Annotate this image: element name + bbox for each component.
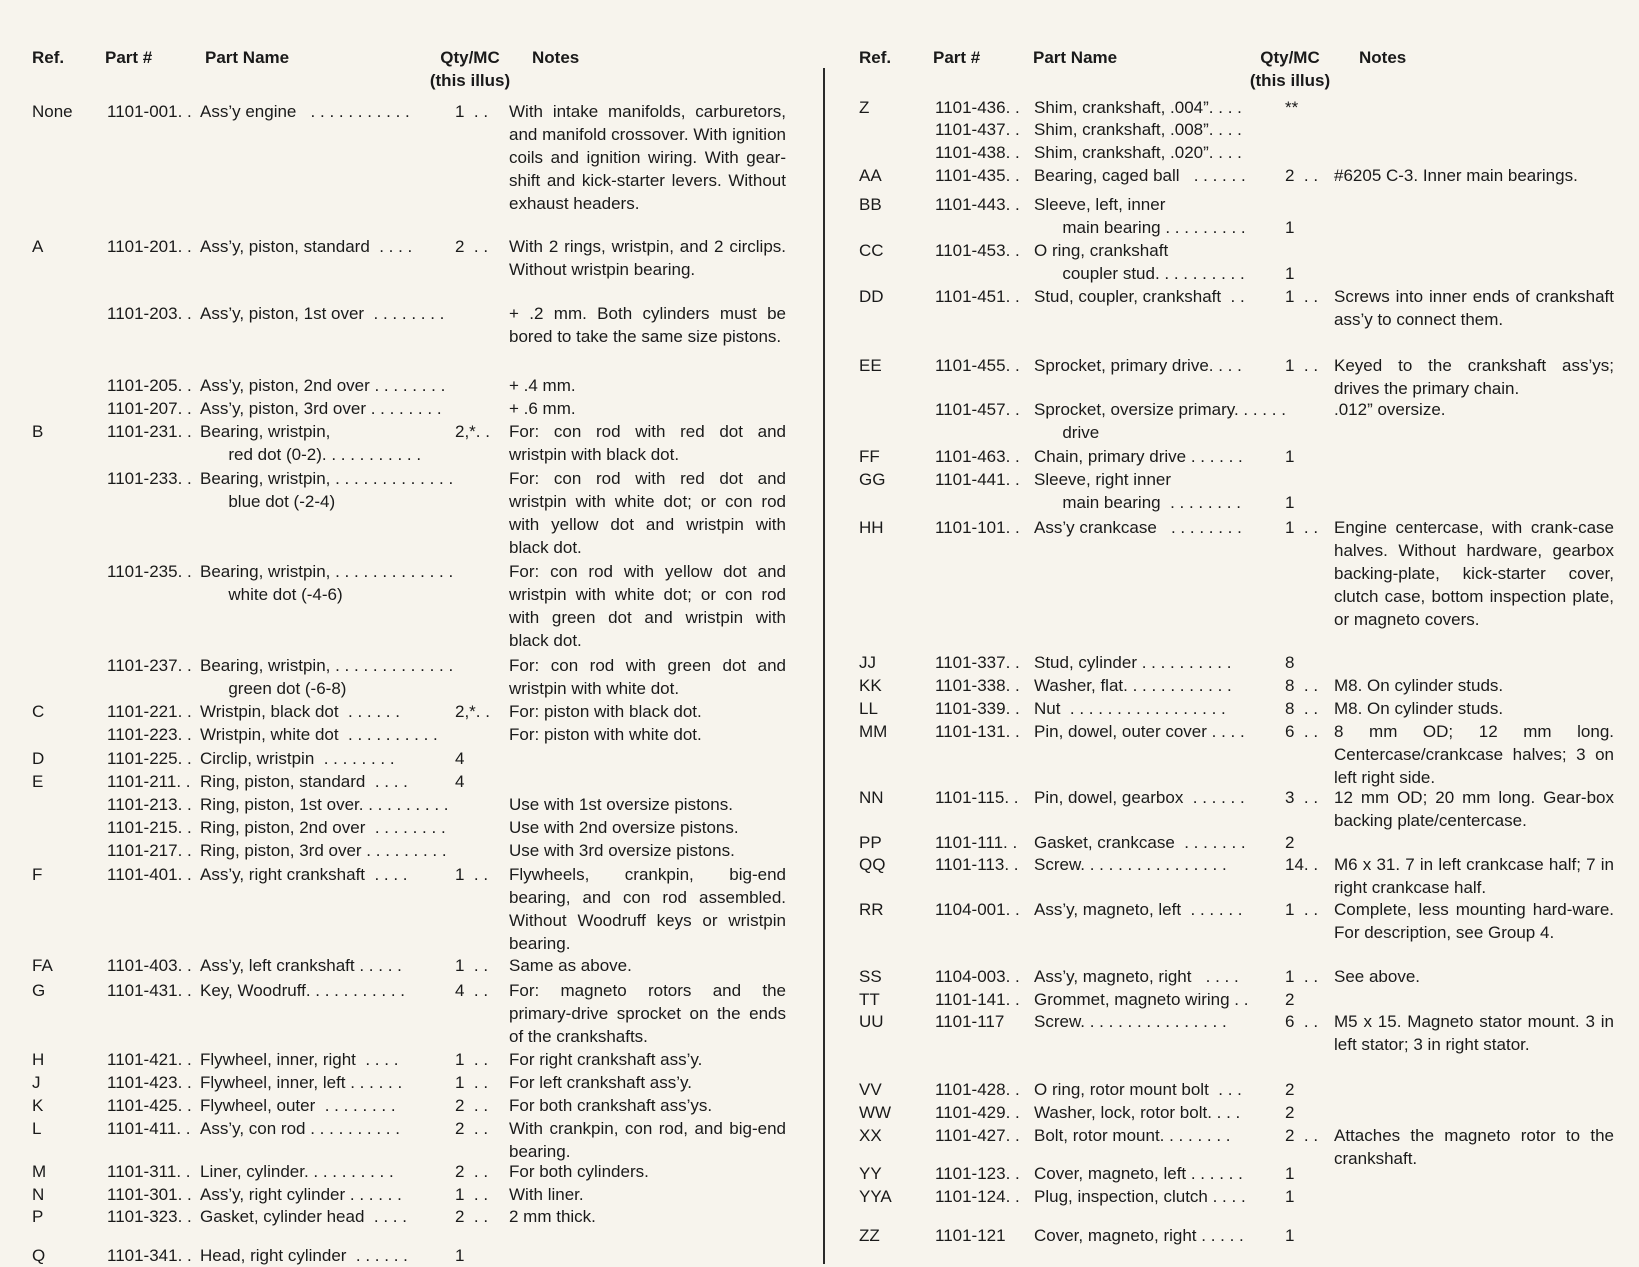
ref-cell: WW: [859, 1103, 892, 1122]
part-number-cell: 1101-211. .: [107, 772, 191, 791]
part-number-cell: 1101-438. .: [935, 143, 1020, 162]
part-number-cell: 1101-115. .: [935, 788, 1019, 807]
part-number-cell: 1101-435. .: [935, 166, 1020, 185]
part-number-cell: 1101-425. .: [107, 1096, 192, 1115]
ref-header: Ref.: [859, 48, 892, 67]
ref-cell: H: [32, 1050, 45, 1069]
part-name-cell: O ring, rotor mount bolt . . .: [1034, 1080, 1242, 1099]
part-number-cell: 1101-427. .: [935, 1126, 1020, 1145]
part-name-cell: Stud, cylinder . . . . . . . . . .: [1034, 653, 1232, 672]
part-name-cell: Bolt, rotor mount. . . . . . . .: [1034, 1126, 1231, 1145]
part-name-cell: Liner, cylinder. . . . . . . . . .: [200, 1162, 394, 1181]
part-name-cell: Gasket, crankcase . . . . . . .: [1034, 833, 1246, 852]
part-number-cell: 1101-311. .: [107, 1162, 191, 1181]
notes-cell: Use with 3rd oversize pistons.: [509, 841, 735, 860]
part-number-cell: 1101-207. .: [107, 399, 192, 418]
notes-cell: With liner.: [509, 1185, 584, 1204]
part-number-cell: 1101-205. .: [107, 376, 192, 395]
ref-cell: K: [32, 1096, 44, 1115]
ref-cell: B: [32, 422, 44, 441]
notes-cell: Use with 2nd oversize pistons.: [509, 818, 739, 837]
right-parts-column: [840, 0, 1639, 1264]
notes-cell: For: magneto rotors and the primary-drive sprocket on the ends of the crankshafts.: [509, 981, 786, 1046]
qty-cell: 1 . .: [455, 1073, 489, 1092]
part-number-cell: 1101-341. .: [107, 1246, 192, 1265]
part-name-cell: Cover, magneto, left . . . . . .: [1034, 1164, 1243, 1183]
qty-cell: 1 . .: [455, 865, 489, 884]
qty-cell: 2 . .: [455, 237, 489, 256]
part-number-cell: 1101-101. .: [935, 518, 1020, 537]
notes-cell: For: piston with black dot.: [509, 702, 702, 721]
qty-cell: 2,*. .: [455, 702, 490, 721]
notes-cell: For both crankshaft ass’ys.: [509, 1096, 713, 1115]
part-number-cell: 1101-431. .: [107, 981, 192, 1000]
qty-cell: 1: [1285, 1187, 1295, 1206]
part-name-cell: Ass’y, magneto, left . . . . . .: [1034, 900, 1243, 919]
part-number-cell: 1101-423. .: [107, 1073, 192, 1092]
qty-cell: **: [1285, 98, 1299, 117]
qty-cell: 1: [455, 1246, 465, 1265]
ref-cell: JJ: [859, 653, 876, 672]
part-number-cell: 1101-237. .: [107, 656, 192, 675]
ref-cell: FF: [859, 447, 880, 466]
qty-cell: 1 . .: [1285, 967, 1319, 986]
notes-cell: For: piston with white dot.: [509, 725, 702, 744]
part-number-cell: 1101-421. .: [107, 1050, 192, 1069]
part-name-cell: Flywheel, inner, right . . . .: [200, 1050, 399, 1069]
qty-cell: 4: [455, 749, 465, 768]
part-name-cell: Grommet, magneto wiring . .: [1034, 990, 1249, 1009]
notes-cell: #6205 C-3. Inner main bearings.: [1334, 166, 1578, 185]
part-name-cell: Sleeve, left, inner main bearing . . . . . . . . .: [1034, 195, 1246, 237]
qty-cell: 1: [1285, 493, 1295, 512]
qty-cell: 2: [1285, 990, 1295, 1009]
part-number-cell: 1101-401. .: [107, 865, 192, 884]
part-name-cell: Bearing, wristpin, . . . . . . . . . . . . . blue dot (-2-4): [200, 469, 454, 511]
ref-cell: NN: [859, 788, 884, 807]
part-name-cell: Ass’y, right crankshaft . . . .: [200, 865, 408, 884]
ref-cell: L: [32, 1119, 42, 1138]
qty-cell: 2: [1285, 1103, 1295, 1122]
ref-cell: FA: [32, 956, 53, 975]
ref-cell: G: [32, 981, 46, 1000]
ref-cell: GG: [859, 470, 886, 489]
qty-cell: 1 . .: [455, 1185, 489, 1204]
part-name-cell: Screw. . . . . . . . . . . . . . . .: [1034, 855, 1227, 874]
part-name-cell: Ring, piston, 1st over. . . . . . . . . .: [200, 795, 449, 814]
left-parts-column: [0, 0, 810, 1264]
ref-cell: DD: [859, 287, 884, 306]
part-name-cell: Sprocket, oversize primary. . . . . . drive: [1034, 400, 1286, 442]
part-number-cell: 1101-411. .: [107, 1119, 191, 1138]
part-name-cell: Ass’y crankcase . . . . . . . .: [1034, 518, 1242, 537]
notes-cell: Flywheels, crankpin, big-end bearing, and con rod assembled. Without Woodruff keys or wristpin bearing.: [509, 865, 786, 953]
notes-cell: For: con rod with yellow dot and wristpin with white dot; or con rod with green dot and wristpin with black dot.: [509, 562, 786, 650]
part-name-cell: Ass’y, piston, 3rd over . . . . . . . .: [200, 399, 442, 418]
ref-cell: Z: [859, 98, 870, 117]
part-number-cell: 1101-225. .: [107, 749, 192, 768]
part-number-header: Part #: [105, 48, 153, 67]
qty-cell: 1: [1285, 218, 1295, 237]
ref-cell: KK: [859, 676, 882, 695]
part-name-cell: Plug, inspection, clutch . . . .: [1034, 1187, 1246, 1206]
qty-cell: 2 . .: [455, 1119, 489, 1138]
part-number-cell: 1101-213. .: [107, 795, 192, 814]
part-number-cell: 1101-403. .: [107, 956, 192, 975]
part-number-cell: 1101-231. .: [107, 422, 192, 441]
notes-cell: Screws into inner ends of crankshaft ass’y to connect them.: [1334, 287, 1614, 329]
ref-cell: CC: [859, 241, 884, 260]
ref-cell: D: [32, 749, 45, 768]
part-name-header: Part Name: [1033, 48, 1118, 67]
part-number-cell: 1101-124. .: [935, 1187, 1020, 1206]
ref-cell: UU: [859, 1012, 884, 1031]
part-number-cell: 1101-429. .: [935, 1103, 1020, 1122]
ref-cell: E: [32, 772, 44, 791]
notes-cell: Attaches the magneto rotor to the crankshaft.: [1334, 1126, 1614, 1168]
ref-cell: XX: [859, 1126, 882, 1145]
qty-cell: 1: [1285, 1226, 1295, 1245]
part-number-cell: 1101-201. .: [107, 237, 192, 256]
qty-cell: 1: [1285, 264, 1295, 283]
part-name-cell: Ring, piston, 3rd over . . . . . . . . .: [200, 841, 447, 860]
part-name-cell: Ass’y, con rod . . . . . . . . . .: [200, 1119, 400, 1138]
qty-cell: 14. .: [1285, 855, 1319, 874]
qty-subheader: (this illus): [1249, 71, 1331, 90]
part-number-cell: 1101-121: [935, 1226, 1006, 1245]
qty-cell: 1 . .: [1285, 900, 1319, 919]
ref-cell: None: [32, 102, 73, 121]
ref-cell: VV: [859, 1080, 882, 1099]
part-name-cell: Ring, piston, standard . . . .: [200, 772, 408, 791]
part-name-cell: Shim, crankshaft, .008”. . . .: [1034, 120, 1242, 139]
part-number-cell: 1101-463. .: [935, 447, 1020, 466]
part-name-cell: Ass’y engine . . . . . . . . . . .: [200, 102, 410, 121]
qty-subheader: (this illus): [429, 71, 511, 90]
qty-cell: 8 . .: [1285, 699, 1319, 718]
notes-cell: See above.: [1334, 967, 1421, 986]
part-name-cell: Cover, magneto, right . . . . .: [1034, 1226, 1244, 1245]
ref-header: Ref.: [32, 48, 65, 67]
notes-cell: For: con rod with red dot and wristpin with white dot; or con rod with yellow dot and wristpin with black dot.: [509, 469, 786, 557]
part-name-cell: Ring, piston, 2nd over . . . . . . . .: [200, 818, 446, 837]
part-name-cell: Stud, coupler, crankshaft . .: [1034, 287, 1245, 306]
qty-cell: 1: [1285, 1164, 1295, 1183]
qty-cell: 8: [1285, 653, 1295, 672]
part-number-cell: 1104-001. .: [935, 900, 1020, 919]
ref-cell: RR: [859, 900, 884, 919]
part-name-cell: Ass’y, left crankshaft . . . . .: [200, 956, 402, 975]
part-number-cell: 1101-301. .: [107, 1185, 192, 1204]
ref-cell: HH: [859, 518, 884, 537]
notes-cell: For right crankshaft ass’y.: [509, 1050, 703, 1069]
part-number-cell: 1101-455. .: [935, 356, 1020, 375]
notes-cell: Same as above.: [509, 956, 632, 975]
part-number-cell: 1101-443. .: [935, 195, 1020, 214]
ref-cell: Q: [32, 1246, 46, 1265]
part-number-cell: 1104-003. .: [935, 967, 1020, 986]
notes-cell: M5 x 15. Magneto stator mount. 3 in left stator; 3 in right stator.: [1334, 1012, 1614, 1054]
part-number-cell: 1101-235. .: [107, 562, 192, 581]
notes-cell: Engine centercase, with crank-case halves. Without hardware, gearbox backing-plate, kick-starter cover, clutch case, bottom inspection plate, or magneto covers.: [1334, 518, 1614, 629]
qty-cell: 2 . .: [455, 1162, 489, 1181]
part-name-cell: Wristpin, black dot . . . . . .: [200, 702, 400, 721]
ref-cell: EE: [859, 356, 882, 375]
part-number-cell: 1101-233. .: [107, 469, 192, 488]
part-number-cell: 1101-123. .: [935, 1164, 1020, 1183]
notes-cell: Use with 1st oversize pistons.: [509, 795, 733, 814]
qty-cell: 1 . .: [1285, 518, 1319, 537]
part-name-cell: Ass’y, right cylinder . . . . . .: [200, 1185, 402, 1204]
part-number-cell: 1101-001. .: [107, 102, 192, 121]
ref-cell: QQ: [859, 855, 886, 874]
part-number-cell: 1101-223. .: [107, 725, 192, 744]
ref-cell: C: [32, 702, 45, 721]
ref-cell: YY: [859, 1164, 882, 1183]
qty-cell: 4: [455, 772, 465, 791]
part-name-cell: Pin, dowel, outer cover . . . .: [1034, 722, 1245, 741]
part-number-header: Part #: [933, 48, 981, 67]
ref-cell: A: [32, 237, 44, 256]
part-number-cell: 1101-141. .: [935, 990, 1020, 1009]
notes-cell: M6 x 31. 7 in left crankcase half; 7 in right crankcase half.: [1334, 855, 1614, 897]
part-name-cell: Ass’y, piston, 1st over . . . . . . . .: [200, 304, 445, 323]
notes-cell: 12 mm OD; 20 mm long. Gear-box backing plate/centercase.: [1334, 788, 1614, 830]
qty-cell: 1 . .: [455, 102, 489, 121]
qty-cell: 8 . .: [1285, 676, 1319, 695]
notes-cell: For left crankshaft ass’y.: [509, 1073, 692, 1092]
qty-cell: 1 . .: [455, 956, 489, 975]
part-name-cell: Sleeve, right inner main bearing . . . . . . . .: [1034, 470, 1241, 512]
notes-cell: Keyed to the crankshaft ass’ys; drives the primary chain.: [1334, 356, 1614, 398]
notes-cell: + .6 mm.: [509, 399, 576, 418]
qty-cell: 1 . .: [1285, 287, 1319, 306]
ref-cell: J: [32, 1073, 41, 1092]
notes-cell: With crankpin, con rod, and big-end bearing.: [509, 1119, 786, 1161]
part-name-cell: Head, right cylinder . . . . . .: [200, 1246, 408, 1265]
ref-cell: BB: [859, 195, 882, 214]
notes-header: Notes: [532, 48, 580, 67]
ref-cell: P: [32, 1207, 44, 1226]
part-number-cell: 1101-217. .: [107, 841, 192, 860]
part-name-cell: Shim, crankshaft, .020”. . . .: [1034, 143, 1242, 162]
part-name-cell: Nut . . . . . . . . . . . . . . . . .: [1034, 699, 1226, 718]
part-name-cell: Flywheel, outer . . . . . . . .: [200, 1096, 396, 1115]
notes-cell: Complete, less mounting hard-ware. For description, see Group 4.: [1334, 900, 1614, 942]
part-number-cell: 1101-221. .: [107, 702, 192, 721]
part-name-cell: Chain, primary drive . . . . . .: [1034, 447, 1243, 466]
notes-cell: With 2 rings, wristpin, and 2 circlips. Without wristpin bearing.: [509, 237, 786, 279]
part-name-cell: Ass’y, piston, 2nd over . . . . . . . .: [200, 376, 446, 395]
notes-cell: + .4 mm.: [509, 376, 576, 395]
part-name-cell: Circlip, wristpin . . . . . . . .: [200, 749, 395, 768]
ref-cell: N: [32, 1185, 45, 1204]
part-name-cell: Bearing, caged ball . . . . . .: [1034, 166, 1246, 185]
notes-cell: + .2 mm. Both cylinders must be bored to take the same size pistons.: [509, 304, 786, 346]
qty-header: Qty/MC: [440, 48, 500, 67]
part-number-cell: 1101-339. .: [935, 699, 1020, 718]
notes-cell: For both cylinders.: [509, 1162, 649, 1181]
part-name-cell: Ass’y, magneto, right . . . .: [1034, 967, 1239, 986]
qty-header: Qty/MC: [1260, 48, 1320, 67]
qty-cell: 3 . .: [1285, 788, 1319, 807]
part-number-cell: 1101-338. .: [935, 676, 1020, 695]
qty-cell: 6 . .: [1285, 1012, 1319, 1031]
ref-cell: LL: [859, 699, 878, 718]
part-name-cell: Wristpin, white dot . . . . . . . . . .: [200, 725, 438, 744]
part-number-cell: 1101-437. .: [935, 120, 1020, 139]
part-number-cell: 1101-457. .: [935, 400, 1020, 419]
part-number-cell: 1101-453. .: [935, 241, 1020, 260]
qty-cell: 4 . .: [455, 981, 489, 1000]
part-name-cell: Bearing, wristpin, red dot (0-2). . . . . . . . . . .: [200, 422, 422, 464]
part-number-cell: 1101-131. .: [935, 722, 1020, 741]
part-number-cell: 1101-203. .: [107, 304, 192, 323]
ref-cell: ZZ: [859, 1226, 880, 1245]
part-name-cell: Ass’y, piston, standard . . . .: [200, 237, 413, 256]
part-number-cell: 1101-215. .: [107, 818, 192, 837]
notes-cell: For: con rod with green dot and wristpin with white dot.: [509, 656, 786, 698]
part-number-cell: 1101-111. .: [935, 833, 1018, 852]
part-name-cell: Screw. . . . . . . . . . . . . . . .: [1034, 1012, 1227, 1031]
notes-header: Notes: [1359, 48, 1407, 67]
qty-cell: 2 . .: [455, 1096, 489, 1115]
qty-cell: 1 . .: [455, 1050, 489, 1069]
part-name-cell: Sprocket, primary drive. . . .: [1034, 356, 1242, 375]
qty-cell: 2 . .: [1285, 1126, 1319, 1145]
part-name-cell: Key, Woodruff. . . . . . . . . . .: [200, 981, 406, 1000]
notes-cell: 8 mm OD; 12 mm long. Centercase/crankcase halves; 3 on left right side.: [1334, 722, 1614, 787]
part-number-cell: 1101-451. .: [935, 287, 1020, 306]
qty-cell: 1: [1285, 447, 1295, 466]
part-name-cell: Bearing, wristpin, . . . . . . . . . . . . . white dot (-4-6): [200, 562, 454, 604]
qty-cell: 6 . .: [1285, 722, 1319, 741]
ref-cell: F: [32, 865, 43, 884]
part-number-cell: 1101-113. .: [935, 855, 1019, 874]
part-number-cell: 1101-436. .: [935, 98, 1020, 117]
qty-cell: 1 . .: [1285, 356, 1319, 375]
part-name-cell: O ring, crankshaft coupler stud. . . . . . . . . .: [1034, 241, 1245, 283]
part-name-cell: Flywheel, inner, left . . . . . .: [200, 1073, 403, 1092]
part-number-cell: 1101-117: [935, 1012, 1005, 1031]
part-name-header: Part Name: [205, 48, 290, 67]
qty-cell: 2: [1285, 1080, 1295, 1099]
part-number-cell: 1101-428. .: [935, 1080, 1020, 1099]
ref-cell: PP: [859, 833, 882, 852]
ref-cell: AA: [859, 166, 882, 185]
part-name-cell: Washer, flat. . . . . . . . . . . .: [1034, 676, 1232, 695]
notes-cell: .012” oversize.: [1334, 400, 1446, 419]
part-name-cell: Gasket, cylinder head . . . .: [200, 1207, 407, 1226]
notes-cell: With intake manifolds, carburetors, and manifold crossover. With ignition coils and ignition wiring. With gear-shift and kick-starter levers. Without exhaust headers.: [509, 102, 786, 213]
notes-cell: 2 mm thick.: [509, 1207, 596, 1226]
notes-cell: For: con rod with red dot and wristpin with black dot.: [509, 422, 786, 464]
part-number-cell: 1101-337. .: [935, 653, 1020, 672]
qty-cell: 2 . .: [1285, 166, 1319, 185]
ref-cell: MM: [859, 722, 888, 741]
ref-cell: M: [32, 1162, 47, 1181]
part-name-cell: Washer, lock, rotor bolt. . . .: [1034, 1103, 1241, 1122]
part-name-cell: Bearing, wristpin, . . . . . . . . . . . . . green dot (-6-8): [200, 656, 454, 698]
notes-cell: M8. On cylinder studs.: [1334, 676, 1504, 695]
ref-cell: TT: [859, 990, 880, 1009]
part-name-cell: Shim, crankshaft, .004”. . . .: [1034, 98, 1242, 117]
part-name-cell: Pin, dowel, gearbox . . . . . .: [1034, 788, 1245, 807]
part-number-cell: 1101-441. .: [935, 470, 1020, 489]
qty-cell: 2: [1285, 833, 1295, 852]
part-number-cell: 1101-323. .: [107, 1207, 192, 1226]
notes-cell: M8. On cylinder studs.: [1334, 699, 1504, 718]
ref-cell: SS: [859, 967, 882, 986]
qty-cell: 2 . .: [455, 1207, 489, 1226]
column-divider: [823, 68, 825, 1264]
ref-cell: YYA: [859, 1187, 892, 1206]
qty-cell: 2,*. .: [455, 422, 490, 441]
